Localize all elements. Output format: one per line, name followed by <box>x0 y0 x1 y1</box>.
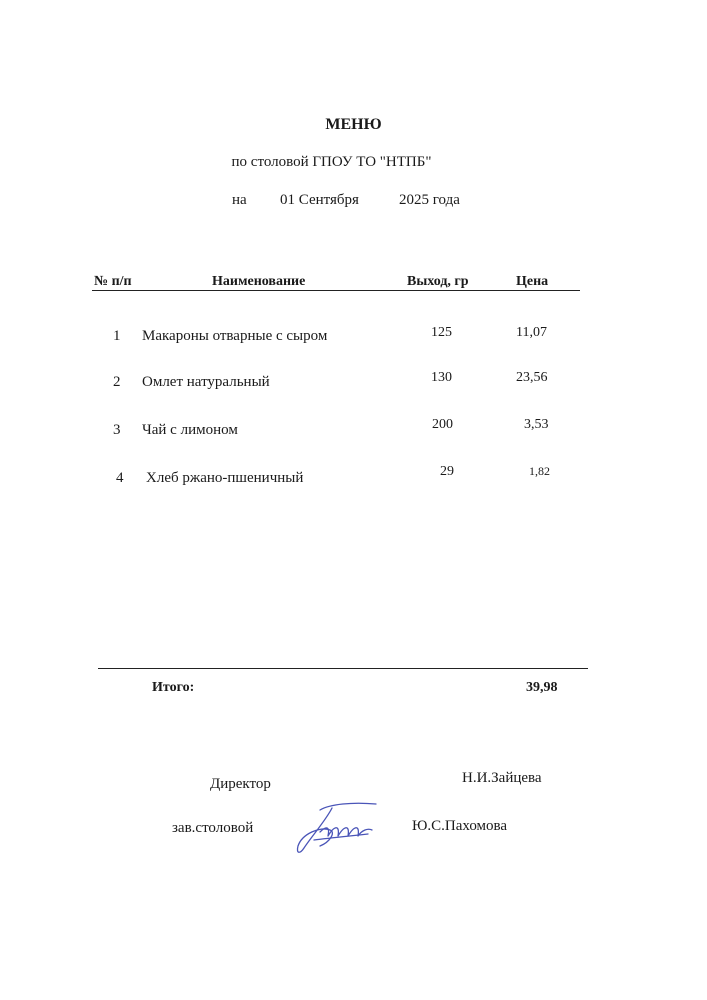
row-3-number: 3 <box>113 422 121 438</box>
row-1-price: 11,07 <box>516 325 547 340</box>
date-prefix: на <box>232 192 247 208</box>
page-title: МЕНЮ <box>325 116 382 133</box>
header-divider <box>92 290 580 291</box>
column-header-name: Наименование <box>212 274 306 289</box>
canteen-manager-name: Ю.С.Пахомова <box>412 818 508 834</box>
row-4-number: 4 <box>116 470 124 486</box>
director-name: Н.И.Зайцева <box>462 770 542 786</box>
row-3-price: 3,53 <box>524 417 549 432</box>
column-header-price: Цена <box>516 274 549 289</box>
row-3-name: Чай с лимоном <box>142 422 238 438</box>
total-value: 39,98 <box>526 680 558 695</box>
page-subtitle: по столовой ГПОУ ТО "НТПБ" <box>231 154 432 170</box>
row-2-name: Омлет натуральный <box>142 374 270 390</box>
column-header-yield: Выход, гр <box>407 274 469 289</box>
row-2-price: 23,56 <box>516 370 548 385</box>
total-divider <box>98 668 588 669</box>
director-title: Директор <box>210 776 271 792</box>
total-label: Итого: <box>152 680 195 695</box>
row-4-yield: 29 <box>440 464 454 479</box>
menu-date: 01 Сентября <box>280 192 359 208</box>
row-2-number: 2 <box>113 374 121 390</box>
row-1-number: 1 <box>113 328 121 344</box>
handwritten-signature <box>290 796 380 858</box>
row-1-yield: 125 <box>431 325 452 340</box>
row-4-price: 1,82 <box>529 464 550 478</box>
menu-year: 2025 года <box>399 192 460 208</box>
row-3-yield: 200 <box>432 417 453 432</box>
row-1-name: Макароны отварные с сыром <box>142 328 328 344</box>
column-header-number: № п/п <box>94 274 132 289</box>
canteen-manager-title: зав.столовой <box>172 820 254 836</box>
row-4-name: Хлеб ржано-пшеничный <box>146 470 304 486</box>
row-2-yield: 130 <box>431 370 452 385</box>
